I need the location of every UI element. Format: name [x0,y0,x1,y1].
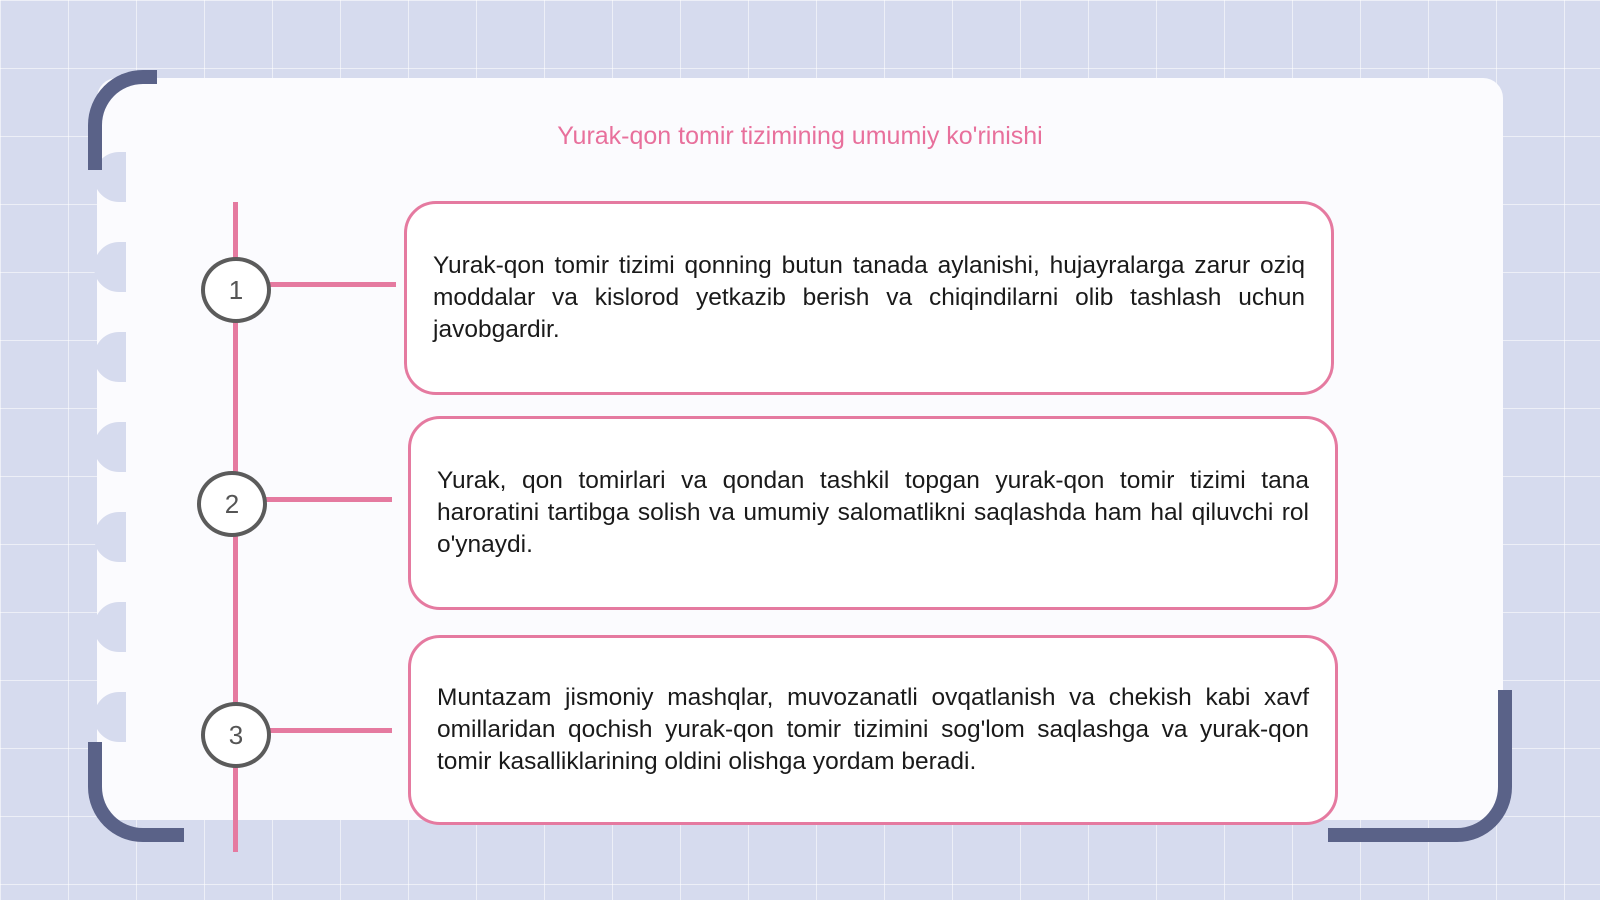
corner-bracket-top-left [88,70,157,170]
step-number-badge: 3 [201,702,271,768]
info-text: Yurak, qon tomirlari va qondan tashkil topgan yurak-qon tomir tizimi tana haroratini tartibga solish va umumiy salomatlikni saqlashda ham hal qiluvchi rol o'ynaydi. [437,467,1309,558]
info-text: Muntazam jismoniy mashqlar, muvozanatli ovqatlanish va chekish kabi xavf omillaridan qochish yurak-qon tomir tizimini sog'lom saqlashga va yurak-qon tomir kasalliklarining oldini olishga yordam beradi. [437,684,1309,775]
step-number-badge: 1 [201,257,271,323]
info-box [404,201,1334,395]
connector-line [262,497,392,502]
info-box [408,416,1338,610]
corner-bracket-bottom-right [1328,690,1512,842]
info-text: Yurak-qon tomir tizimi qonning butun tanada aylanishi, hujayralarga zarur oziq moddalar va kislorod yetkazib berish va chiqindilarni olib tashlash uchun javobgardir. [433,252,1305,343]
corner-bracket-bottom-left [88,742,184,842]
slide-title: Yurak-qon tomir tizimining umumiy ko'rinishi [557,122,1043,150]
connector-line [266,282,396,287]
step-number-badge: 2 [197,471,267,537]
connector-line [266,728,392,733]
info-box [408,635,1338,825]
